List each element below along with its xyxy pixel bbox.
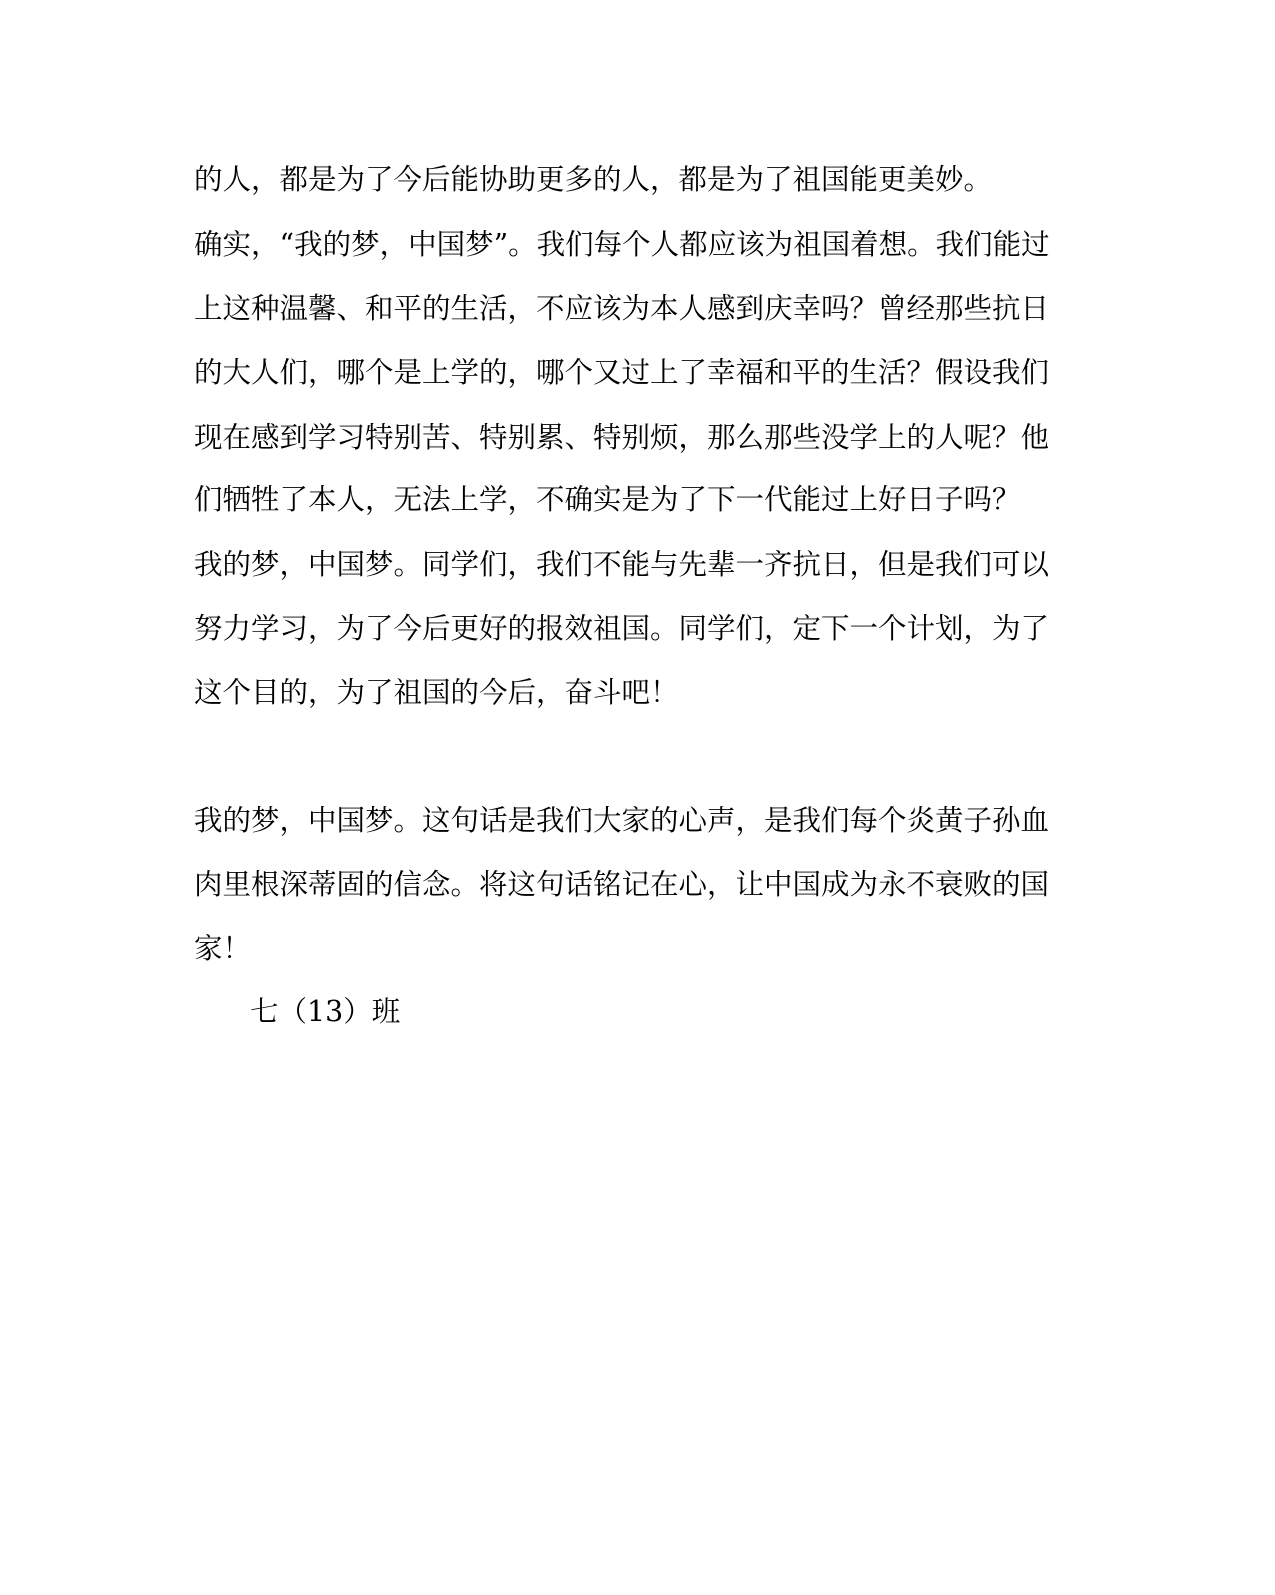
paragraph-line: 现在感到学习特别苦、特别累、特别烦，那么那些没学上的人呢？他 — [194, 421, 1050, 454]
paragraph-line: 家！ — [194, 932, 252, 965]
paragraph-line: 肉里根深蒂固的信念。将这句话铭记在心，让中国成为永不衰败的国 — [194, 868, 1050, 901]
paragraph-line: 上这种温馨、和平的生活，不应该为本人感到庆幸吗？曾经那些抗日 — [194, 292, 1050, 325]
paragraph-line: 我的梦，中国梦。这句话是我们大家的心声，是我们每个炎黄子孙血 — [194, 804, 1050, 837]
paragraph-line: 我的梦，中国梦。同学们，我们不能与先辈一齐抗日，但是我们可以 — [194, 548, 1050, 581]
signature-class: 七（13）班 — [250, 995, 401, 1028]
paragraph-line: 确实，“我的梦，中国梦”。我们每个人都应该为祖国着想。我们能过 — [194, 228, 1050, 261]
paragraph-line: 们牺牲了本人，无法上学，不确实是为了下一代能过上好日子吗？ — [194, 483, 1021, 516]
paragraph-line: 的大人们，哪个是上学的，哪个又过上了幸福和平的生活？假设我们 — [194, 356, 1050, 389]
paragraph-line: 努力学习，为了今后更好的报效祖国。同学们，定下一个计划，为了 — [194, 612, 1050, 645]
paragraph-line: 这个目的，为了祖国的今后，奋斗吧！ — [194, 676, 679, 709]
paragraph-line: 的人，都是为了今后能协助更多的人，都是为了祖国能更美妙。 — [194, 163, 993, 196]
